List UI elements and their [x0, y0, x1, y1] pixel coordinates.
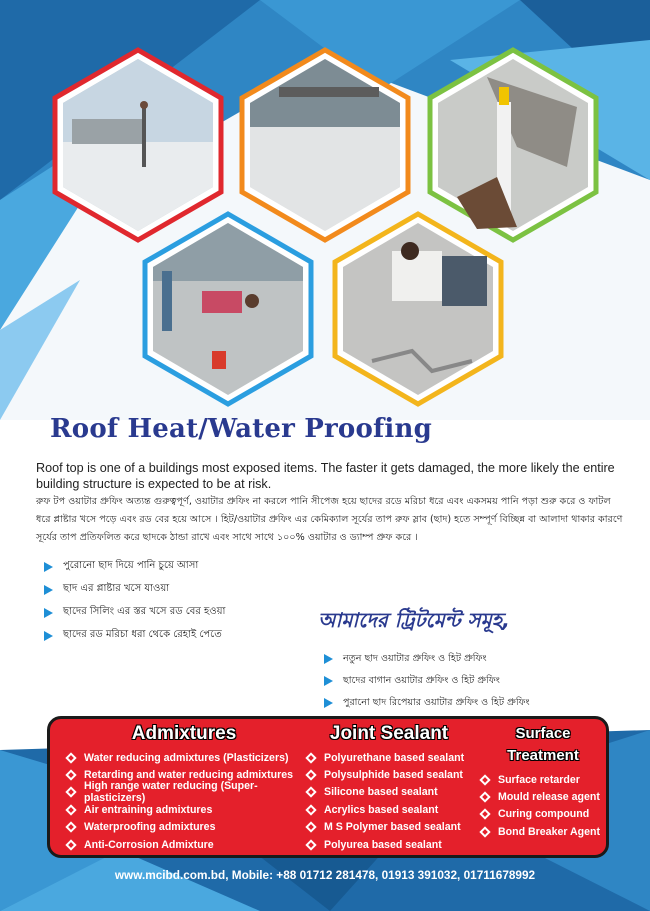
surface-treatment-column [478, 723, 608, 841]
treatment-list [324, 648, 624, 714]
diamond-bullet-icon [65, 822, 76, 833]
list-item: Waterproofing admixtures [64, 819, 304, 836]
list-item: Anti-Corrosion Admixture [64, 836, 304, 853]
product-panel [47, 716, 609, 858]
diamond-bullet-icon [305, 822, 316, 833]
joint-sealant-heading: Joint Sealant [329, 723, 449, 744]
diamond-bullet-icon [305, 787, 316, 798]
arrow-icon [44, 562, 53, 572]
list-item: ছাদ এর প্লাষ্টার খসে যাওয়া [44, 578, 344, 601]
diamond-bullet-icon [479, 826, 490, 837]
diamond-bullet-icon [479, 791, 490, 802]
list-item: ছাদের সিলিং এর স্তর খসে রড বের হওয়া [44, 601, 344, 624]
list-item: Air entraining admixtures [64, 801, 304, 818]
diamond-bullet-icon [305, 769, 316, 780]
diamond-bullet-icon [305, 752, 316, 763]
arrow-icon [324, 654, 333, 664]
diamond-bullet-icon [65, 769, 76, 780]
diamond-bullet-icon [305, 839, 316, 850]
surface-treatment-heading: Surface Treatment [507, 725, 579, 764]
diamond-bullet-icon [65, 787, 76, 798]
list-item: পুরানো ছাদ রিপেয়ার ওয়াটার প্রুফিং ও হিট প্রুফিং [324, 692, 624, 714]
list-item: পুরোনো ছাদ দিয়ে পানি চুয়ে আসা [44, 555, 344, 578]
diamond-bullet-icon [479, 774, 490, 785]
list-item: Polysulphide based sealant [304, 766, 474, 783]
page-title: Roof Heat/Water Proofing [50, 414, 432, 444]
list-item: M S Polymer based sealant [304, 819, 474, 836]
intro-english: Roof top is one of a buildings most exposed items. The faster it gets damaged, the more likely the entire building structure is expected to be at risk. [36, 461, 615, 491]
hex-photo-roof-painting [142, 211, 314, 407]
footer-contact: www.mcibd.com.bd, Mobile: +88 01712 281478, 01913 391032, 01711678992 [114, 868, 536, 882]
list-item: Bond Breaker Agent [478, 823, 608, 840]
list-item: Silicone based sealant [304, 784, 474, 801]
list-item: Water reducing admixtures (Plasticizers) [64, 749, 304, 766]
diamond-bullet-icon [479, 809, 490, 820]
admixtures-heading: Admixtures [131, 723, 237, 744]
list-item: নতুন ছাদ ওয়াটার প্রুফিং ও হিট প্রুফিং [324, 648, 624, 670]
diamond-bullet-icon [65, 804, 76, 815]
joint-sealant-column [304, 723, 474, 853]
diamond-bullet-icon [65, 752, 76, 763]
list-item: High range water reducing (Super-plasticizers) [64, 784, 304, 801]
diamond-bullet-icon [305, 804, 316, 815]
list-item: Curing compound [478, 806, 608, 823]
list-item: ছাদের বাগান ওয়াটার প্রুফিং ও হিট প্রুফিং [324, 670, 624, 692]
problem-list [44, 555, 344, 647]
list-item: Surface retarder [478, 771, 608, 788]
arrow-icon [44, 585, 53, 595]
list-item: Polyurethane based sealant [304, 749, 474, 766]
list-item: Mould release agent [478, 788, 608, 805]
intro-bengali: রুফ টপ ওয়াটার প্রুফিং অত্যন্ত গুরুত্বপূর্ণ, ওয়াটার প্রুফিং না করলে পানি সীপেজ হয়ে ছাদের রডে মরিচা ধরে এবং একসময় পানি পড়া শুরু করে ও ফাটল ধরে প্লাষ্টার খসে পড়ে এবং রড বের হয়ে আসে । হিট/ওয়াটার প্রুফিং এর কেমিক্যাল সূর্যের তাপ রুফ স্লাব (ছাদ) হতে সম্পূর্ণ বিচ্ছিন্ন বা আলাদা থাকার কারণে সূর্যের তাপ প্রতিফলিত করে ছাদকে ঠান্ডা রাখে এবং সাথে সাথে ১০০% ওয়াটার ও ড্যাম্প প্রুফ করে । [36, 496, 623, 543]
diamond-bullet-icon [65, 839, 76, 850]
list-item: Acrylics based sealant [304, 801, 474, 818]
admixtures-column [64, 723, 304, 853]
list-item: ছাদের রড মরিচা ধরা থেকে রেহাই পেতে [44, 624, 344, 647]
list-item: Retarding and water reducing admixtures [64, 766, 304, 783]
arrow-icon [324, 676, 333, 686]
arrow-icon [324, 698, 333, 708]
hex-photo-worker-sealing [332, 211, 504, 407]
list-item: Polyurea based sealant [304, 836, 474, 853]
arrow-icon [44, 631, 53, 641]
treatments-title: আমাদের ট্রিটমেন্ট সমূহ, [318, 608, 510, 632]
arrow-icon [44, 608, 53, 618]
